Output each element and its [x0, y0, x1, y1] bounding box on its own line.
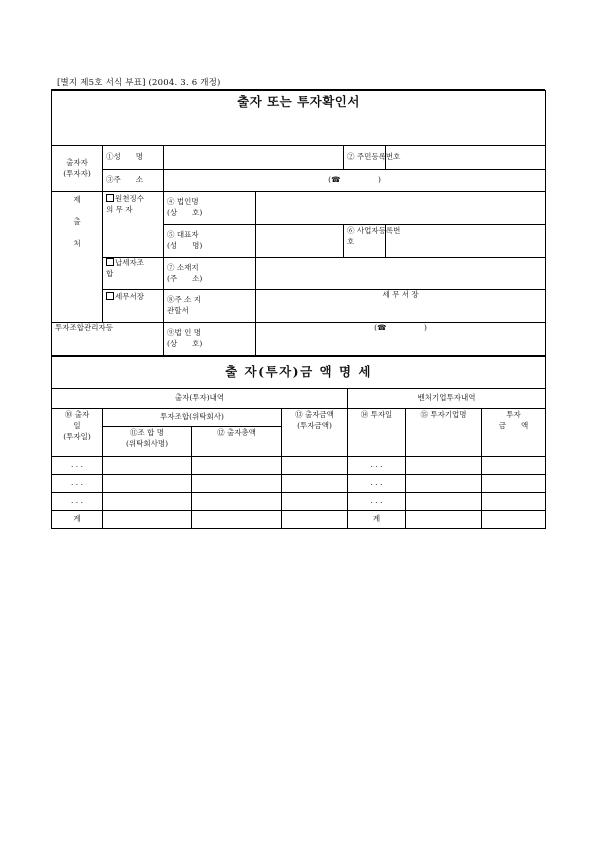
checkbox-icon[interactable] [106, 292, 114, 300]
col-company-name: ⑮ 투자기업명 [406, 409, 482, 457]
company-sum[interactable] [406, 511, 482, 529]
amount-sum[interactable] [282, 511, 348, 529]
tax-office-suffix: 세 무 서 장 [382, 290, 419, 299]
table-row [52, 457, 546, 475]
company-cell[interactable] [406, 493, 482, 511]
location-label: ⑦ 소재지 (주 소) [164, 258, 256, 290]
invest-amount-cell[interactable] [482, 475, 546, 493]
phone-mark: (☎ ) [328, 175, 381, 185]
company-cell[interactable] [406, 475, 482, 493]
date-cell[interactable]: . . . [52, 457, 103, 475]
col-investment-date: ⑩ 출자 일 (투자일) [52, 409, 103, 457]
date-cell[interactable]: . . . [52, 493, 103, 511]
amount-cell[interactable] [282, 475, 348, 493]
checkbox-icon[interactable] [106, 194, 114, 202]
option-taxpayer-union[interactable]: 납세자조 합 [103, 258, 164, 290]
name-field[interactable] [164, 146, 344, 170]
sum-label: 계 [52, 511, 103, 529]
detail-table [51, 356, 546, 529]
invest-date-cell[interactable]: . . . [348, 475, 406, 493]
union-name-cell[interactable] [103, 493, 192, 511]
amount-cell[interactable] [282, 493, 348, 511]
jurisdiction-label: ⑧주 소 지 관할서 [164, 290, 256, 323]
tax-office-field[interactable] [256, 290, 546, 323]
form-top-table [51, 90, 546, 356]
union-corp-field[interactable] [256, 323, 546, 356]
address-label: ③주 소 [103, 170, 164, 192]
bizno-label: ⑥ 사업자등록번 호 [344, 225, 386, 258]
table-row [52, 493, 546, 511]
col-total-amount: ⑫ 출자총액 [192, 427, 282, 457]
union-name-sum[interactable] [103, 511, 192, 529]
col-invest-date: ⑭ 투자일 [348, 409, 406, 457]
total-cell[interactable] [192, 493, 282, 511]
name-label: ①성 명 [103, 146, 164, 170]
amount-cell[interactable] [282, 457, 348, 475]
union-corp-label: ⑨법 인 명 (상 호) [164, 323, 256, 356]
corp-name-label: ④ 법인명 (상 호) [164, 192, 256, 225]
sum-label-right: 계 [348, 511, 406, 529]
submitter-label: 제 출 처 [52, 192, 103, 323]
col-invest-amount: 투자 금 액 [482, 409, 546, 457]
sum-row [52, 511, 546, 529]
option-withholding[interactable]: 원천징수 의 무 자 [103, 192, 164, 258]
investor-label: 출자자 (투자자) [52, 146, 103, 192]
venture-details-header: 벤처기업투자내역 [348, 389, 546, 409]
invest-date-cell[interactable]: . . . [348, 493, 406, 511]
invest-amount-cell[interactable] [482, 457, 546, 475]
address-field[interactable] [164, 170, 546, 192]
total-sum[interactable] [192, 511, 282, 529]
col-investment-amount: ⑬ 출자금액 (투자금액) [282, 409, 348, 457]
company-cell[interactable] [406, 457, 482, 475]
form-title: 출자 또는 투자확인서 [52, 91, 546, 146]
col-union-name: ⑪조 합 명 (위탁회사명) [103, 427, 192, 457]
invest-amount-sum[interactable] [482, 511, 546, 529]
union-manager-label: 투자조합관리자등 [52, 323, 164, 356]
rep-field[interactable] [256, 225, 344, 258]
id-field[interactable] [386, 146, 546, 170]
invest-date-cell[interactable]: . . . [348, 457, 406, 475]
union-phone-mark: (☎ ) [374, 323, 427, 332]
id-label: ② 주민등록번호 [344, 146, 386, 170]
col-union: 투자조합(위탁회사) [103, 409, 282, 427]
union-name-cell[interactable] [103, 475, 192, 493]
rep-label: ⑤ 대표자 (성 명) [164, 225, 256, 258]
total-cell[interactable] [192, 457, 282, 475]
option-tax-office[interactable]: 세무서장 [103, 290, 164, 323]
date-cell[interactable]: . . . [52, 475, 103, 493]
union-name-cell[interactable] [103, 457, 192, 475]
invest-amount-cell[interactable] [482, 493, 546, 511]
corp-name-field[interactable] [256, 192, 546, 225]
detail-title: 출 자(투자)금 액 명 세 [52, 357, 546, 389]
table-row [52, 475, 546, 493]
location-field[interactable] [256, 258, 546, 290]
checkbox-icon[interactable] [106, 258, 114, 266]
form-caption: [별지 제5호 서식 부표] (2004. 3. 6 개정) [57, 78, 221, 88]
investment-details-header: 출자(투자)내역 [52, 389, 348, 409]
total-cell[interactable] [192, 475, 282, 493]
